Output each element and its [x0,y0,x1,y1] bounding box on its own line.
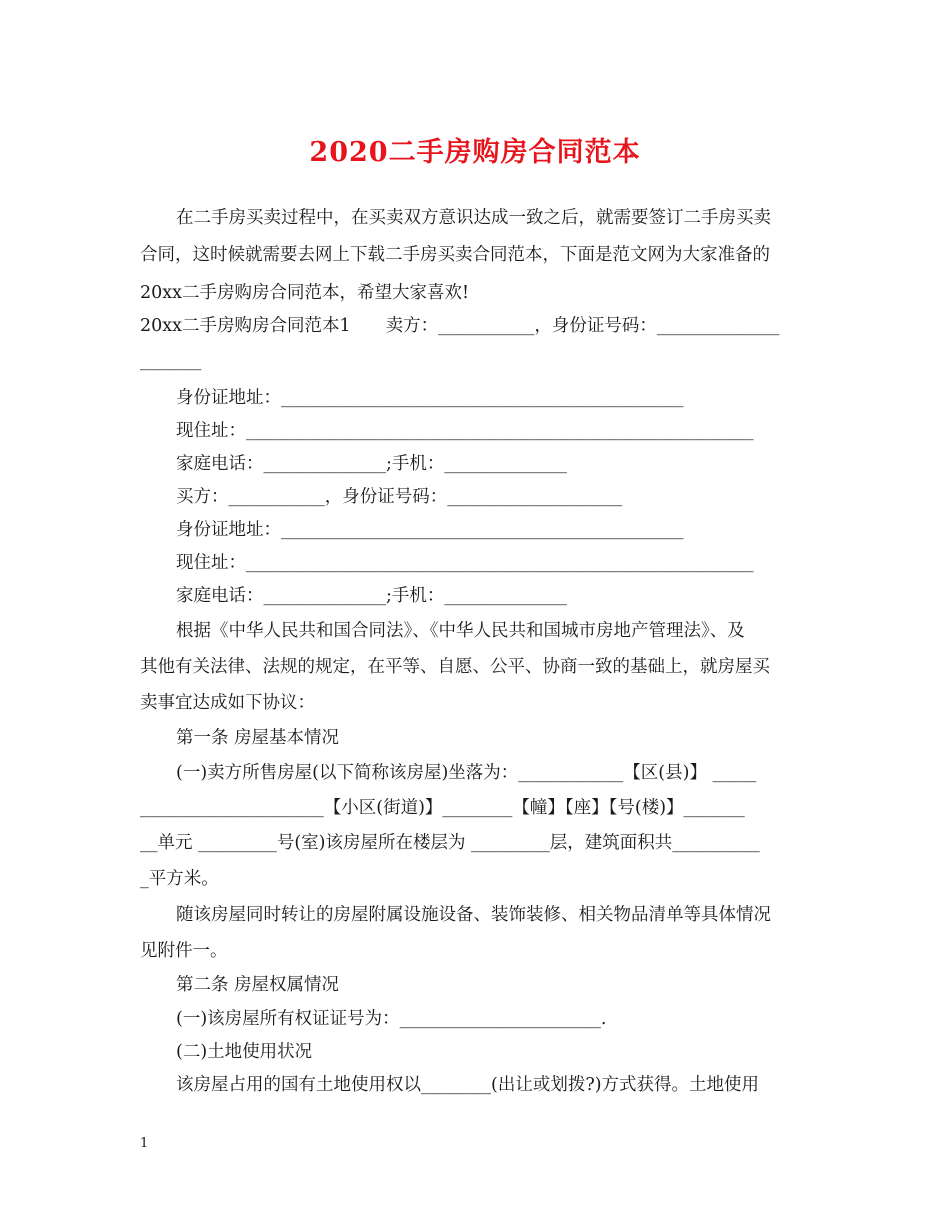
seller-line: 20xx二手房购房合同范本1 卖方：___________，身份证号码：______________ [140,316,780,336]
seller-current-address: 现住址：__________________________________________________________ [176,421,754,441]
buyer-current-address: 现住址：__________________________________________________________ [176,553,754,573]
intro-line-3: 20xx二手房购房合同范本，希望大家喜欢! [140,283,470,303]
article-1-line-3: __单元 _________号(室)该房屋所在楼层为 _________层，建筑面积共__________ [140,833,760,853]
page-number: 1 [140,1136,149,1151]
land-use-heading: (二)土地使用状况 [176,1042,313,1062]
article-1-line-4: _平方米。 [140,869,219,889]
intro-line-2: 合同，这时候就需要去网上下载二手房买卖合同范本，下面是范文网为大家准备的 [140,245,770,265]
intro-line-1: 在二手房买卖过程中，在买卖双方意识达成一致之后，就需要签订二手房买卖 [176,208,771,228]
buyer-line: 买方：___________，身份证号码：____________________ [176,487,623,507]
basis-line-1: 根据《中华人民共和国合同法》、《中华人民共和国城市房地产管理法》、及 [176,621,745,641]
land-use-line: 该房屋占用的国有土地使用权以________(出让或划拨?)方式获得。土地使用 [176,1075,760,1095]
document-title: 2020二手房购房合同范本 [309,137,641,168]
seller-id-address: 身份证地址：______________________________________________ [176,388,684,408]
article-1-line-2: _____________________【小区(街道)】________【幢】【座】【号(楼)】_______ [140,798,745,818]
buyer-id-address: 身份证地址：______________________________________________ [176,520,684,540]
seller-phone: 家庭电话：______________;手机：______________ [176,454,567,474]
basis-line-3: 卖事宜达成如下协议： [140,693,315,713]
fixtures-line-1: 随该房屋同时转让的房屋附属设施设备、装饰装修、相关物品清单等具体情况 [176,905,771,925]
article-1-line-1: (一)卖方所售房屋(以下简称该房屋)坐落为：____________【区(县)】 _____ [176,763,757,783]
basis-line-2: 其他有关法律、法规的规定，在平等、自愿、公平、协商一致的基础上，就房屋买 [140,657,770,677]
article-1-heading: 第一条 房屋基本情况 [176,728,340,748]
article-2-heading: 第二条 房屋权属情况 [176,975,340,995]
buyer-phone: 家庭电话：______________;手机：______________ [176,586,567,606]
ownership-cert-line: (一)该房屋所有权证证号为：_______________________. [176,1009,607,1029]
seller-line-cont: _______ [140,351,202,371]
fixtures-line-2: 见附件一。 [140,941,228,961]
